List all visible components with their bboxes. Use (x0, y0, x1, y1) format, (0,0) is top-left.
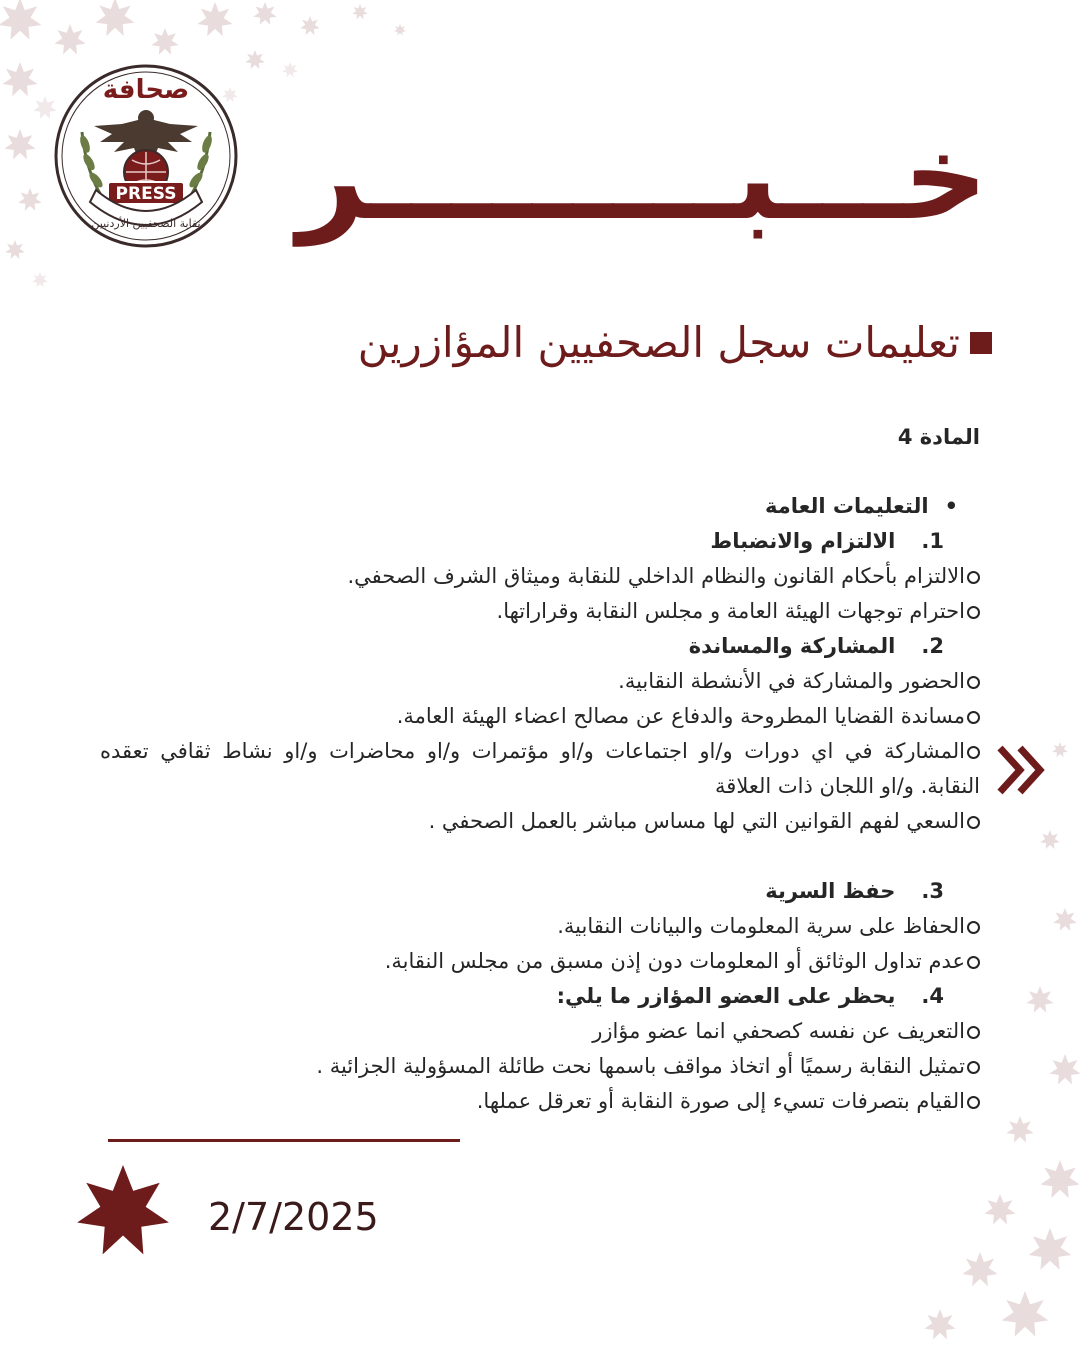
article-number: المادة 4 (897, 425, 980, 449)
publish-date: 2/7/2025 (208, 1195, 379, 1239)
ring-bullet-icon (967, 746, 980, 759)
list-item: القيام بتصرفات تسيء إلى صورة النقابة أو تعرقل عملها. (100, 1084, 980, 1119)
logo-bottom-text: نقابة الصحفيين الأردنيين (91, 217, 201, 230)
ring-bullet-icon (967, 816, 980, 829)
ring-bullet-icon (967, 571, 980, 584)
general-heading (100, 489, 980, 524)
bullet-icon: • (944, 494, 958, 518)
ring-bullet-icon (967, 1096, 980, 1109)
section-1-heading: 1.الالتزام والانضباط (710, 529, 944, 553)
list-item: مساندة القضايا المطروحة والدفاع عن مصالح اعضاء الهيئة العامة. (100, 699, 980, 734)
seven-pointed-star-icon (74, 1163, 172, 1261)
double-chevron-right-icon[interactable] (994, 742, 1050, 798)
article-body (100, 420, 980, 1119)
ring-bullet-icon (967, 1061, 980, 1074)
ring-bullet-icon (967, 676, 980, 689)
list-item: المشاركة في اي دورات و/او اجتماعات و/او مؤتمرات و/او محاضرات و/او نشاط ثقافي تعقده النقابة. و/او اللجان ذات العلاقة (100, 739, 980, 798)
list-item: احترام توجهات الهيئة العامة و مجلس النقابة وقراراتها. (100, 594, 980, 629)
section-2-heading: 2.المشاركة والمساندة (688, 634, 944, 658)
section-3-heading: 3.حفظ السرية (765, 879, 944, 903)
list-item: الحضور والمشاركة في الأنشطة النقابية. (100, 664, 980, 699)
section-title-text: تعليمات سجل الصحفيين المؤازرين (357, 318, 960, 367)
section-4-heading: 4.يحظر على العضو المؤازر ما يلي: (556, 984, 944, 1008)
list-item: السعي لفهم القوانين التي لها مساس مباشر بالعمل الصحفي . (100, 804, 980, 839)
list-item: عدم تداول الوثائق أو المعلومات دون إذن مسبق من مجلس النقابة. (100, 944, 980, 979)
list-item: تمثيل النقابة رسميًا أو اتخاذ مواقف باسمها نحت طائلة المسؤولية الجزائية . (100, 1049, 980, 1084)
list-item: الحفاظ على سرية المعلومات والبيانات النقابية. (100, 909, 980, 944)
general-heading-text: التعليمات العامة (764, 494, 929, 518)
list-item: التعريف عن نفسه كصحفي انما عضو مؤازر (100, 1014, 980, 1049)
logo-top-text: صحافة (102, 75, 190, 105)
ring-bullet-icon (967, 1026, 980, 1039)
ring-bullet-icon (967, 711, 980, 724)
headline: خـــبـــــــــر (297, 108, 988, 246)
press-association-logo (52, 62, 240, 250)
footer-divider (108, 1139, 460, 1142)
logo-badge-text: PRESS (115, 184, 177, 204)
list-item: الالتزام بأحكام القانون والنظام الداخلي للنقابة وميثاق الشرف الصحفي. (100, 559, 980, 594)
section-title (358, 318, 992, 367)
ring-bullet-icon (967, 956, 980, 969)
title-square-icon (970, 332, 992, 354)
ring-bullet-icon (967, 606, 980, 619)
ring-bullet-icon (967, 921, 980, 934)
